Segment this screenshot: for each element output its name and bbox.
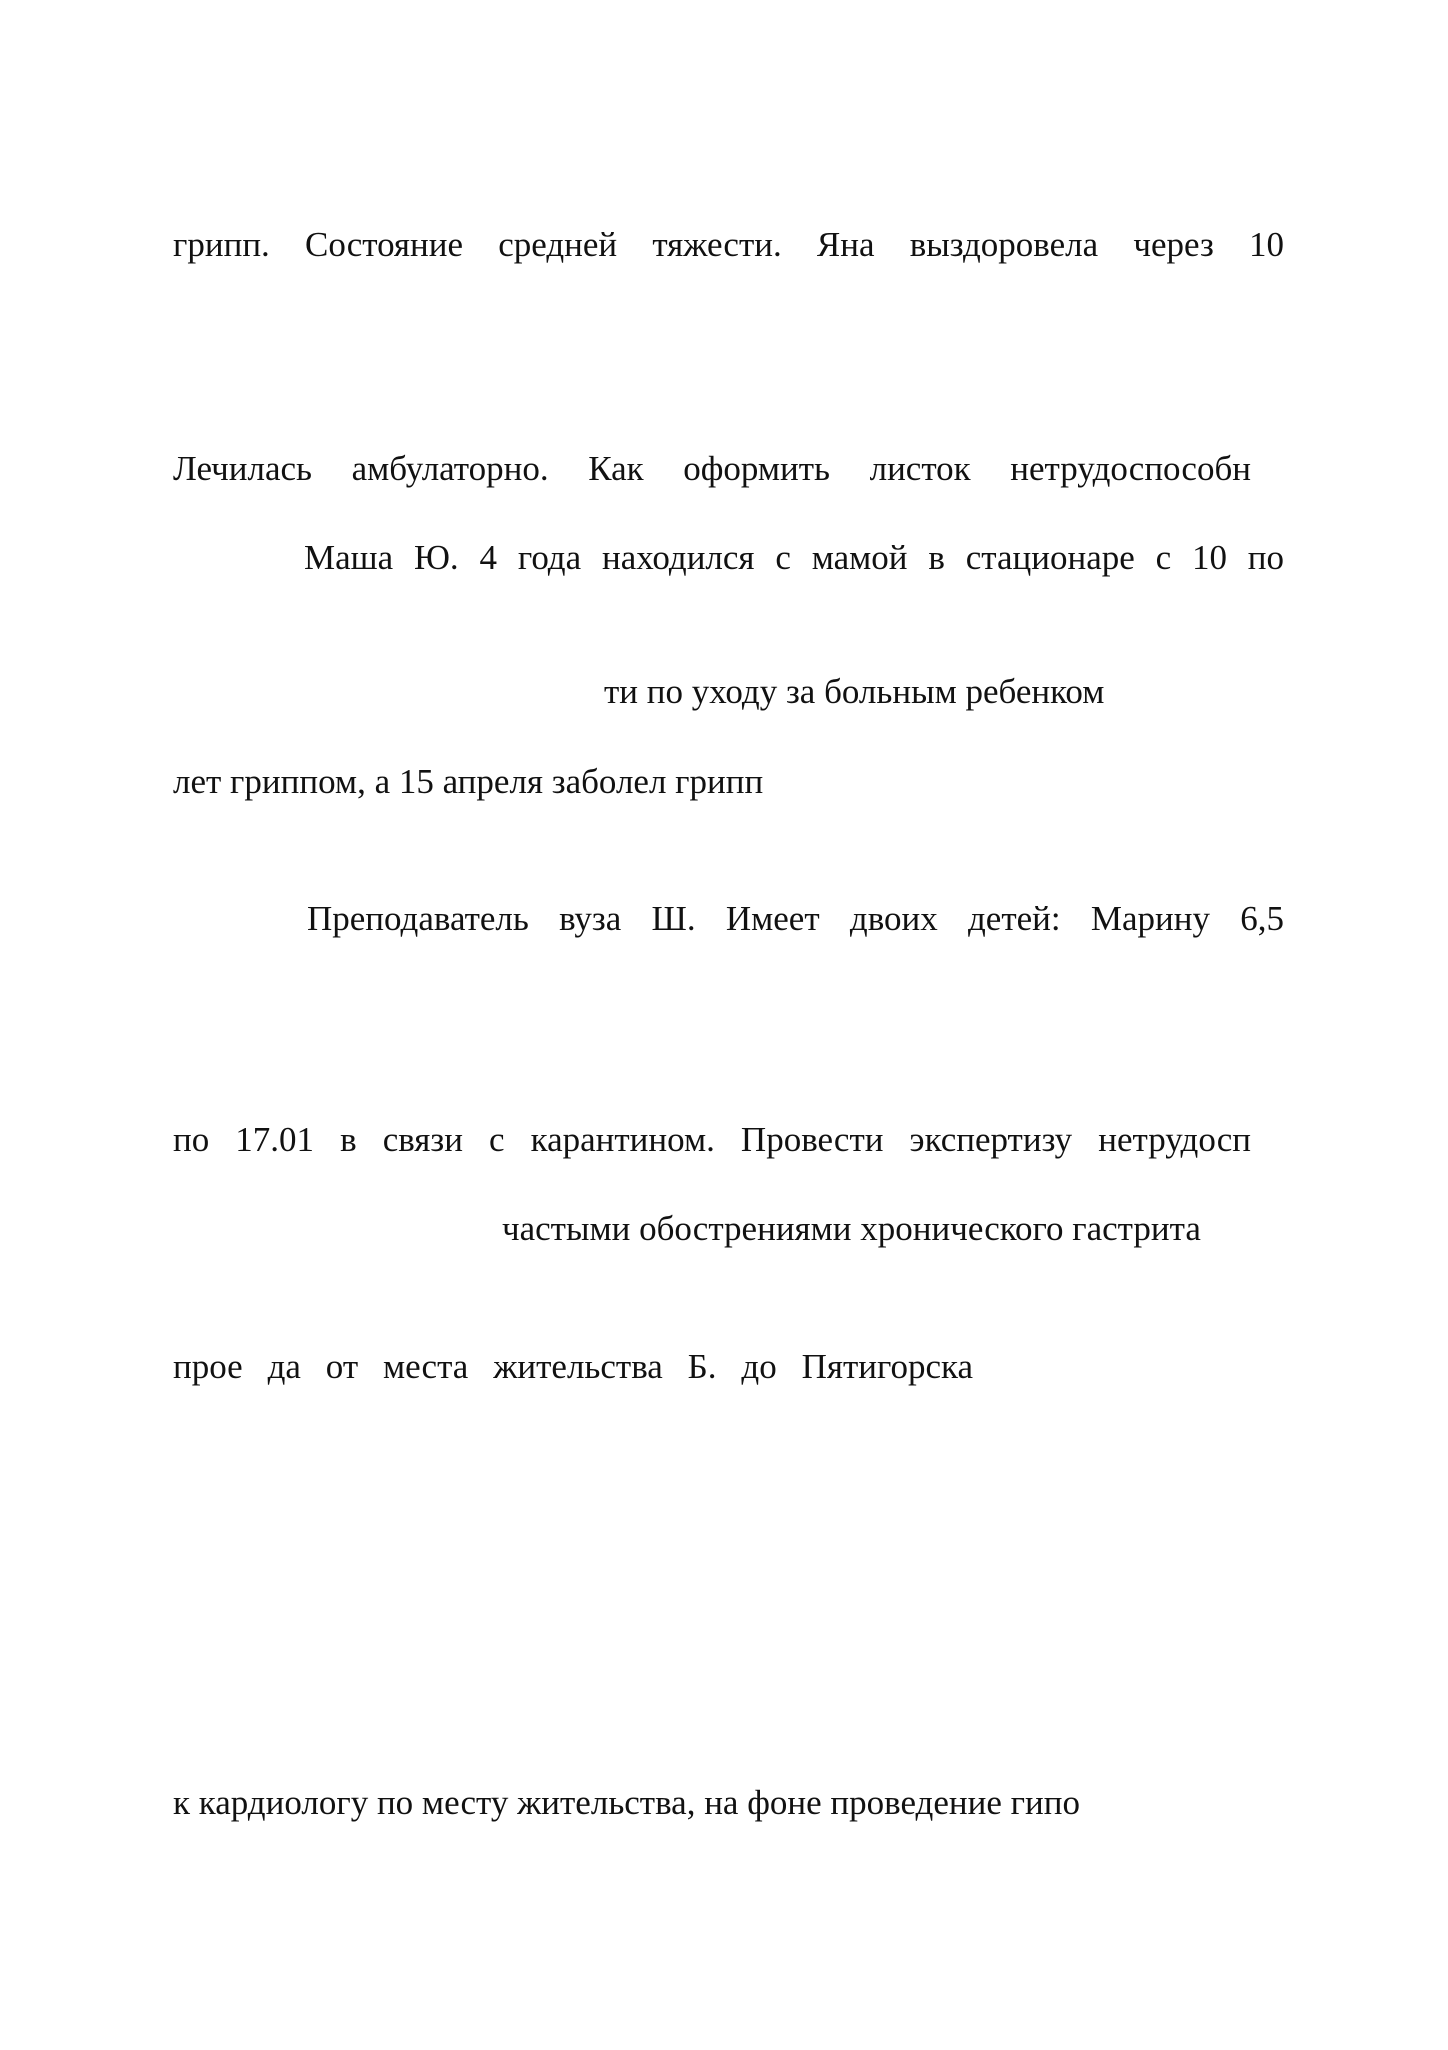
text-line: по 17.01 в связи с карантином. Провести экспертизу нетрудосп [173, 1120, 1251, 1159]
text-line: прое да от места жительства Б. до Пятигорска [173, 1347, 973, 1386]
text-line: Лечилась амбулаторно. Как оформить листок нетрудоспособн [173, 449, 1251, 488]
text-line: Маша Ю. 4 года находился с мамой в стационаре с 10 по [304, 538, 1284, 577]
text-line: ти по уходу за больным ребенком [604, 672, 1105, 711]
text-line: грипп. Состояние средней тяжести. Яна выздоровела через 10 [173, 225, 1284, 264]
text-line: Преподаватель вуза Ш. Имеет двоих детей: Марину 6,5 [307, 899, 1284, 938]
text-line: частыми обострениями хронического гастрита [502, 1209, 1201, 1248]
text-line: лет гриппом, а 15 апреля заболел грипп [173, 762, 764, 801]
text-line: к кардиологу по месту жительства, на фоне проведение гипо [173, 1783, 1080, 1822]
